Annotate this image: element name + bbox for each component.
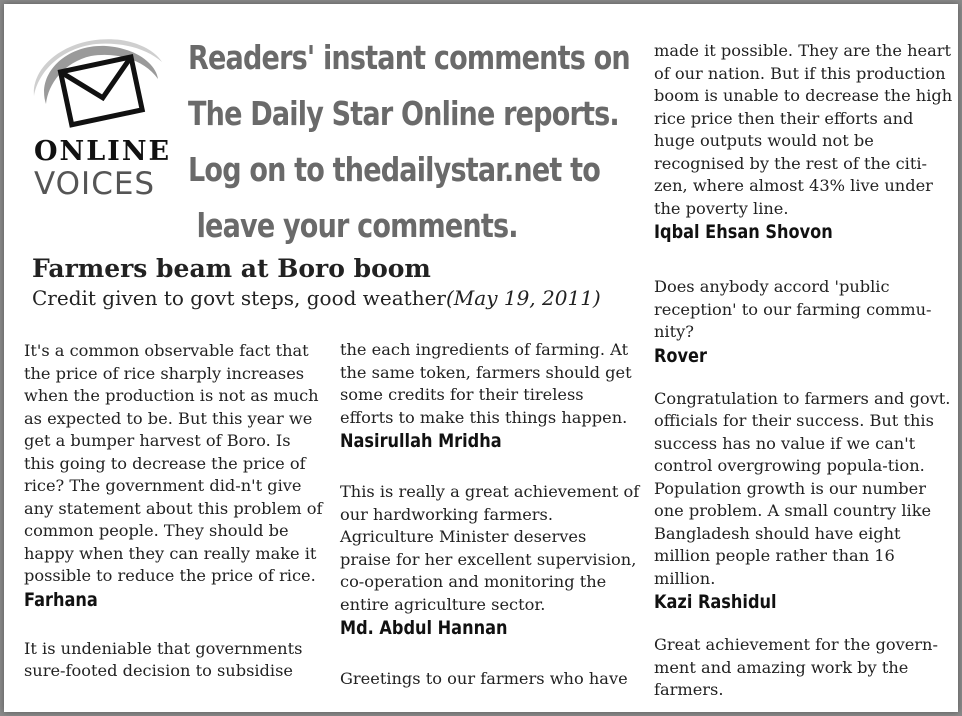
logo-online-text: ONLINE [34, 136, 172, 167]
subhead-text: Credit given to govt steps, good weather [32, 286, 446, 310]
article-headline: Farmers beam at Boro boom [32, 254, 431, 283]
logo-voices-text: VOICES [34, 166, 156, 202]
banner-text [188, 30, 630, 254]
comment-author: Md. Abdul Hannan [340, 617, 508, 639]
comment-author: Kazi Rashidul [654, 591, 777, 613]
comment-text: It's a common observable fact that the price of rice sharply increases when the production is not as much as expected to be. But this year we get a bumper harvest of Boro. Is this going to decrease the price of rice? The government did-n't give any statement about this problem of common people. They should be happy when they can really make it possible to reduce the price of rice. [24, 341, 323, 585]
comment-author: Iqbal Ehsan Shovon [654, 221, 833, 243]
comment-text: Great achievement for the govern-ment and amazing work by the farmers. [654, 635, 938, 699]
column-1 [24, 340, 324, 683]
comment-text: Congratulation to farmers and govt. officials for their success. But this success has no value if we can't control overgrowing popula-tion. Population growth is our number one problem. A small country like Bangladesh should have eight million people rather than 16 million. [654, 388, 951, 588]
comment-author: Rover [654, 344, 707, 367]
column-2 [340, 339, 640, 691]
article-date: (May 19, 2011) [446, 286, 601, 310]
comment-text: It is undeniable that governments sure-footed decision to subsidise [24, 638, 303, 680]
column-3 [654, 40, 954, 702]
comment-author: Nasirullah Mridha [340, 430, 502, 452]
banner-line: Readers' instant comments on [188, 38, 630, 77]
banner-line: Log on to thedailystar.net to [188, 150, 601, 189]
comment-text: made it possible. They are the heart of our nation. But if this production boom is unable to decrease the high rice price then their efforts and huge outputs would not be recognised by the rest of the citi-zen, where almost 43% live under the poverty line. [654, 41, 953, 218]
article-subhead [32, 286, 601, 310]
envelope-swoosh-icon [26, 34, 166, 144]
comment-text: Greetings to our farmers who have [340, 669, 628, 688]
banner-line: leave your comments. [188, 206, 518, 245]
comment-text: the each ingredients of farming. At the same token, farmers should get some credits for their tireless efforts to make this things happen. [340, 340, 632, 427]
comment-text: Does anybody accord 'public reception' to our farming commu-nity? [654, 277, 932, 341]
newspaper-page [4, 4, 958, 712]
comment-text: This is really a great achievement of our hardworking farmers. Agriculture Minister deserves praise for her excellent supervision, co-operation and monitoring the entire agriculture sector. [340, 482, 640, 614]
comment-author: Farhana [24, 588, 98, 611]
banner-line: The Daily Star Online reports. [188, 94, 619, 133]
online-voices-logo [26, 34, 176, 209]
